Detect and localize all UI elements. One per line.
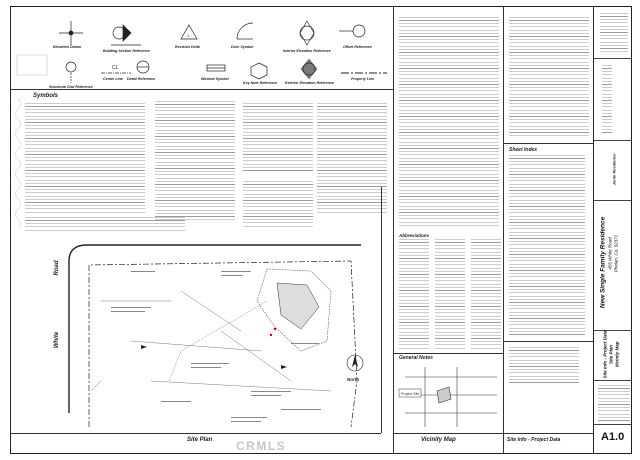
sheet-description-3: Vicinity Map xyxy=(614,341,620,368)
dates-cell xyxy=(594,381,632,425)
general-notes-column-3 xyxy=(317,103,387,213)
sheet-index-text xyxy=(509,155,585,335)
watermark: CRMLS xyxy=(236,439,287,453)
drawing-info-text xyxy=(598,385,630,421)
svg-text:1: 1 xyxy=(187,33,190,38)
project-address-line-2: Phelan, Ca. 92371 xyxy=(613,234,619,273)
general-notes-text-block xyxy=(399,17,499,227)
symbols-title: Symbols xyxy=(33,93,59,99)
divider xyxy=(393,433,503,434)
project-cell xyxy=(594,201,632,331)
legend-label: Door Symbol xyxy=(231,45,254,49)
consultant-info-text xyxy=(602,65,612,135)
vicinity-map xyxy=(397,363,501,429)
sheet-description-cell xyxy=(594,331,632,381)
drawing-sheet xyxy=(10,6,632,454)
client-name: Jonte Residence xyxy=(611,153,617,186)
hatch-border xyxy=(11,99,25,249)
sheet-index-title: Sheet Index xyxy=(509,147,538,153)
legend-label: Revision Delta xyxy=(175,45,200,49)
legend-label: Exterior Elevation Reference xyxy=(285,81,334,85)
legend-label: Detail Reference xyxy=(127,77,156,81)
structural-notes-text xyxy=(25,103,145,213)
legend-label: Property Line xyxy=(351,77,375,81)
legend-label: Key Note Reference xyxy=(243,81,277,85)
divider xyxy=(503,143,593,144)
divider xyxy=(11,433,381,434)
divider xyxy=(503,341,593,342)
north-label: North xyxy=(347,377,359,382)
consultant-cell xyxy=(594,59,632,141)
site-plan-drawing xyxy=(31,231,371,431)
legend-label: Building Section Reference xyxy=(103,49,150,53)
symbols-legend xyxy=(11,7,391,95)
abbreviations-list-3 xyxy=(471,239,501,351)
divider xyxy=(393,7,394,454)
street-label-road: Road xyxy=(54,260,60,276)
legend-label: Structural Grid Reference xyxy=(49,85,93,89)
architect-stamp-cell xyxy=(594,7,632,59)
legend-symbols-graphic xyxy=(11,7,391,95)
divider xyxy=(503,433,593,434)
project-address-line-1: 456 White Road xyxy=(607,237,613,270)
abbreviations-list-2 xyxy=(435,239,465,351)
sheet-number-cell xyxy=(594,425,632,454)
site-plan-title: Site Plan xyxy=(187,437,213,443)
vicinity-map-title: Vicinity Map xyxy=(421,437,456,443)
legend-label: Interior Elevation Reference xyxy=(283,49,331,53)
street-label-white: White xyxy=(54,331,60,349)
sheet-number: A1.0 xyxy=(601,431,625,443)
general-notes-title: General Notes xyxy=(399,355,433,361)
architect-info-text xyxy=(600,13,628,53)
general-notes-column-2 xyxy=(243,103,313,173)
svg-text:CL: CL xyxy=(112,65,119,71)
project-data-text xyxy=(509,347,579,383)
abbreviations-list-1 xyxy=(399,239,429,351)
sheet-description-1: Site Info - Project Data xyxy=(602,330,608,379)
divider xyxy=(11,89,393,90)
legend-label: Center Line xyxy=(103,77,123,81)
sheet-description-2: Site Plan xyxy=(608,345,614,365)
general-notes-column-4 xyxy=(243,181,313,227)
title-block xyxy=(593,7,632,454)
legend-label: Elevation Datum xyxy=(53,45,82,49)
client-cell xyxy=(594,141,632,201)
project-name: New Single Family Residence xyxy=(599,216,607,309)
divider xyxy=(381,187,382,433)
divider xyxy=(503,7,504,454)
sheet-list-text xyxy=(509,17,589,137)
legend-label: Window Symbol xyxy=(201,77,229,81)
project-site-label: Project Site xyxy=(401,392,420,396)
abbreviations-title: Abbreviations xyxy=(399,233,430,238)
site-info-title: Site Info - Project Data xyxy=(507,437,561,443)
general-notes-column-1 xyxy=(155,101,235,221)
divider xyxy=(393,353,503,354)
legend-label: Offset Reference xyxy=(343,45,372,49)
